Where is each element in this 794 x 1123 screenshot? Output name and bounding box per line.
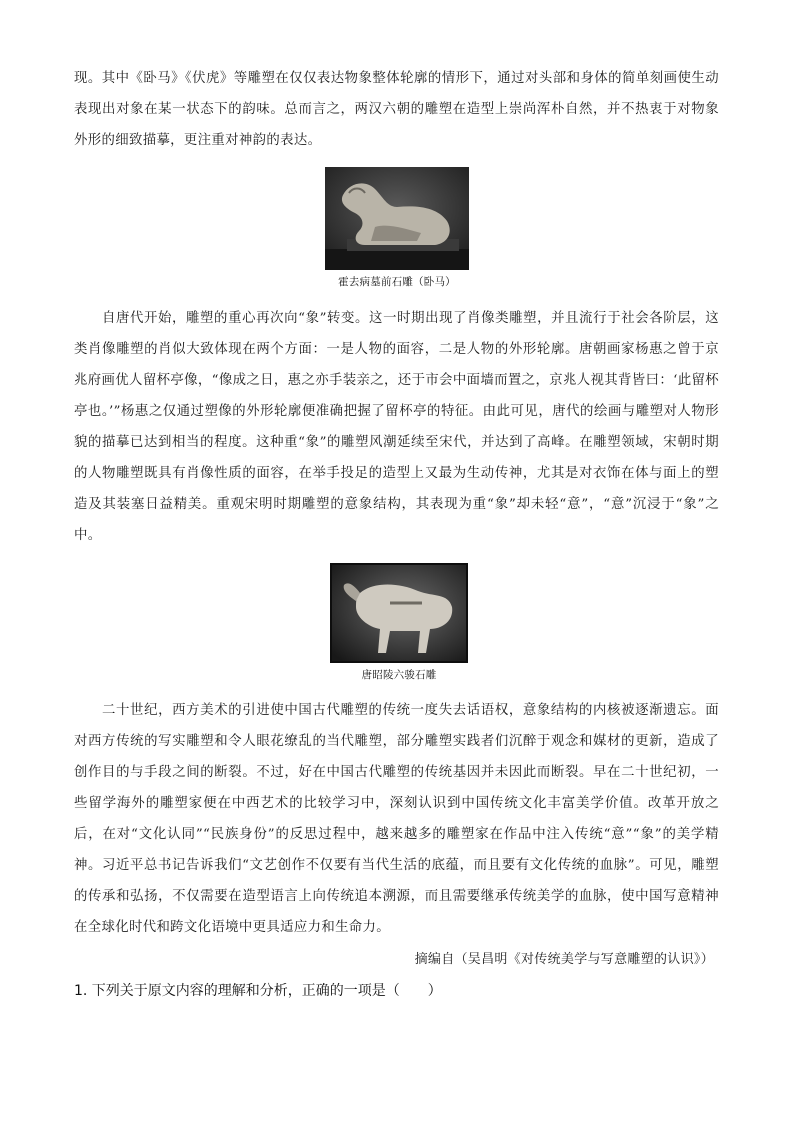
stone-relief-photo <box>330 563 468 663</box>
figure-zhaoling-liujun <box>330 563 468 682</box>
paragraph-twentieth-century: 二十世纪，西方美术的引进使中国古代雕塑的传统一度失去话语权，意象结构的内核被逐渐遗忘。面对西方传统的写实雕塑和令人眼花缭乱的当代雕塑，部分雕塑实践者们沉醉于观念和媒材的更新，造成了创作目的与手段之间的断裂。不过，好在中国古代雕塑的传统基因并未因此而断裂。早在二十世纪初，一些留学海外的雕塑家便在中西艺术的比较学习中，深刻认识到中国传统文化丰富美学价值。改革开放之后，在对“文化认同”“民族身份”的反思过程中，越来越多的雕塑家在作品中注入传统“意”“象”的美学精神。习近平总书记告诉我们“文艺创作不仅要有当代生活的底蕴，而且要有文化传统的血脉”。可见，雕塑的传承和弘扬，不仅需要在造型语言上向传统追本溯源，而且需要继承传统美学的血脉，使中国写意精神在全球化时代和跨文化语境中更具适应力和生命力。 <box>74 703 719 935</box>
source-citation: 摘编自（吴昌明《对传统美学与写意雕塑的认识》） <box>414 952 714 967</box>
figure-wo-ma <box>325 167 469 289</box>
paragraph-tang-song: 自唐代开始，雕塑的重心再次向“象”转变。这一时期出现了肖像类雕塑，并且流行于社会各阶层，这类肖像雕塑的肖似大致体现在两个方面：一是人物的面容，二是人物的外形轮廓。唐朝画家杨惠之曾于京兆府画优人留杯亭像，“像成之日，惠之亦手装亲之，还于市会中面墙而置之，京兆人视其背皆曰：‘此留杯亭也。’”杨惠之仅通过塑像的外形轮廓便准确把握了留杯亭的特征。由此可见，唐代的绘画与雕塑对人物形貌的描摹已达到相当的程度。这种重“象”的雕塑风潮延续至宋代，并达到了高峰。在雕塑领域，宋朝时期的人物雕塑既具有肖像性质的面容，在举手投足的造型上又最为生动传神，尤其是对衣饰在体与面上的塑造及其装塞日益精美。重观宋明时期雕塑的意象结构，其表现为重“象”却未轻“意”，“意”沉浸于“象”之中。 <box>74 311 719 543</box>
question-1: 1. 下列关于原文内容的理解和分析，正确的一项是（ ） <box>74 983 442 999</box>
paragraph-han-liuchao: 现。其中《卧马》《伏虎》等雕塑在仅仅表达物象整体轮廓的情形下，通过对头部和身体的简单刻画使生动表现出对象在某一状态下的韵味。总而言之，两汉六朝的雕塑在造型上崇尚浑朴自然，并不热衷于对物象外形的细致描摹，更注重对神韵的表达。 <box>74 71 719 148</box>
figure-caption: 霍去病墓前石雕（卧马） <box>338 276 456 288</box>
figure-caption: 唐昭陵六骏石雕 <box>361 669 437 681</box>
stone-horse-photo <box>325 167 469 270</box>
